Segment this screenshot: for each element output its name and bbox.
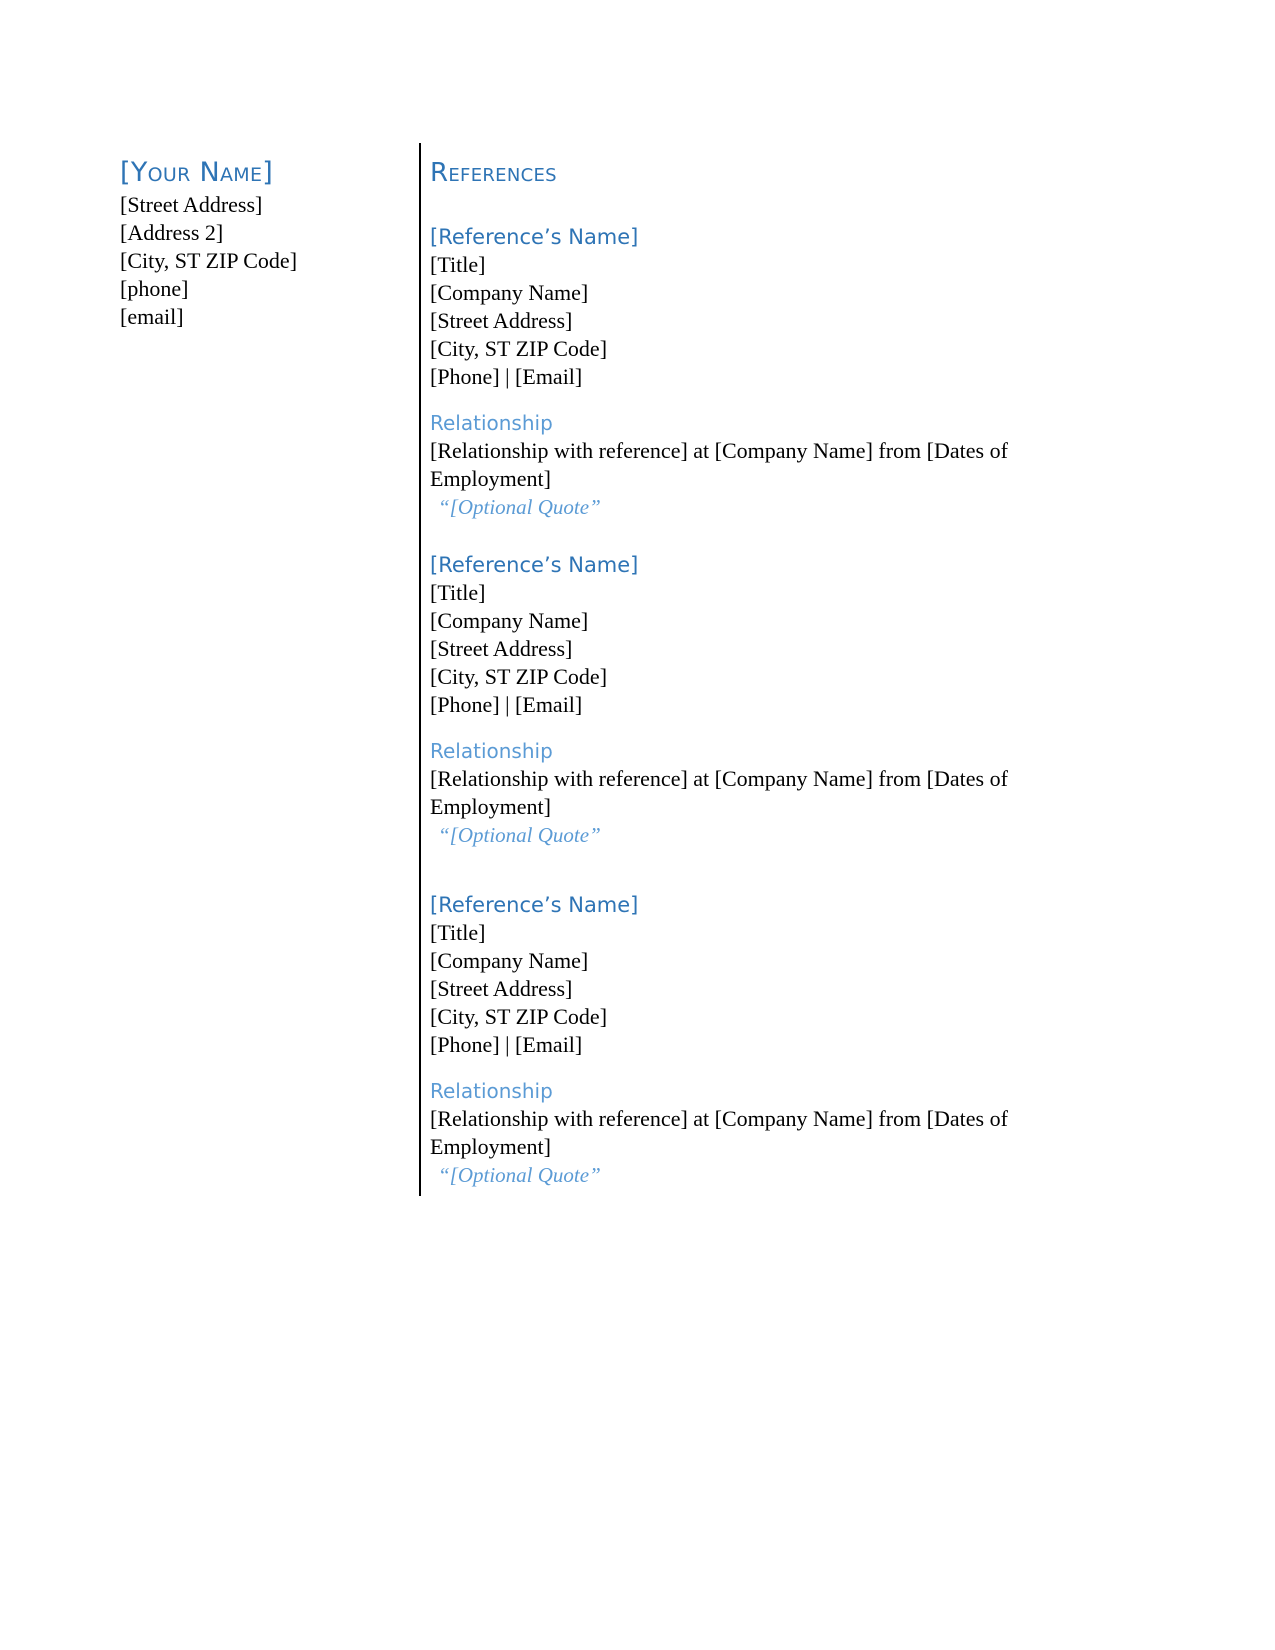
sender-city: [City, ST ZIP Code]: [120, 248, 298, 273]
relationship-text: [Relationship with reference] at [Company Name] from [Dates of Employment]: [430, 766, 1008, 819]
sender-email: [email]: [120, 304, 184, 329]
relationship-label: Relationship: [430, 739, 553, 763]
relationship-block: [430, 737, 1080, 849]
reference-city: [City, ST ZIP Code]: [430, 664, 608, 689]
reference-city: [City, ST ZIP Code]: [430, 1004, 608, 1029]
relationship-label: Relationship: [430, 1079, 553, 1103]
sender-phone: [phone]: [120, 276, 189, 301]
reference-contact: [Phone] | [Email]: [430, 364, 583, 389]
reference-entry: [430, 223, 1080, 521]
optional-quote: “[Optional Quote”: [438, 1163, 601, 1187]
reference-street: [Street Address]: [430, 636, 573, 661]
reference-title: [Title]: [430, 580, 486, 605]
sender-address2: [Address 2]: [120, 220, 224, 245]
relationship-block: [430, 409, 1080, 521]
reference-contact: [Phone] | [Email]: [430, 1032, 583, 1057]
reference-company: [Company Name]: [430, 948, 589, 973]
relationship-label: Relationship: [430, 411, 553, 435]
reference-entry: [430, 891, 1080, 1189]
reference-title: [Title]: [430, 252, 486, 277]
references-heading: References: [430, 158, 557, 188]
reference-name: [Reference’s Name]: [430, 893, 639, 917]
reference-company: [Company Name]: [430, 608, 589, 633]
reference-name: [Reference’s Name]: [430, 225, 639, 249]
reference-contact: [Phone] | [Email]: [430, 692, 583, 717]
sender-street: [Street Address]: [120, 192, 263, 217]
optional-quote: “[Optional Quote”: [438, 495, 601, 519]
reference-street: [Street Address]: [430, 308, 573, 333]
reference-name: [Reference’s Name]: [430, 553, 639, 577]
relationship-text: [Relationship with reference] at [Company Name] from [Dates of Employment]: [430, 438, 1008, 491]
sender-name: [Your Name]: [120, 157, 274, 188]
relationship-text: [Relationship with reference] at [Company Name] from [Dates of Employment]: [430, 1106, 1008, 1159]
references-section: [430, 155, 1080, 1187]
reference-title: [Title]: [430, 920, 486, 945]
column-divider: [419, 143, 421, 1196]
sender-info: [120, 155, 410, 331]
reference-company: [Company Name]: [430, 280, 589, 305]
relationship-block: [430, 1077, 1080, 1189]
reference-entry: [430, 551, 1080, 849]
optional-quote: “[Optional Quote”: [438, 823, 601, 847]
reference-street: [Street Address]: [430, 976, 573, 1001]
reference-city: [City, ST ZIP Code]: [430, 336, 608, 361]
